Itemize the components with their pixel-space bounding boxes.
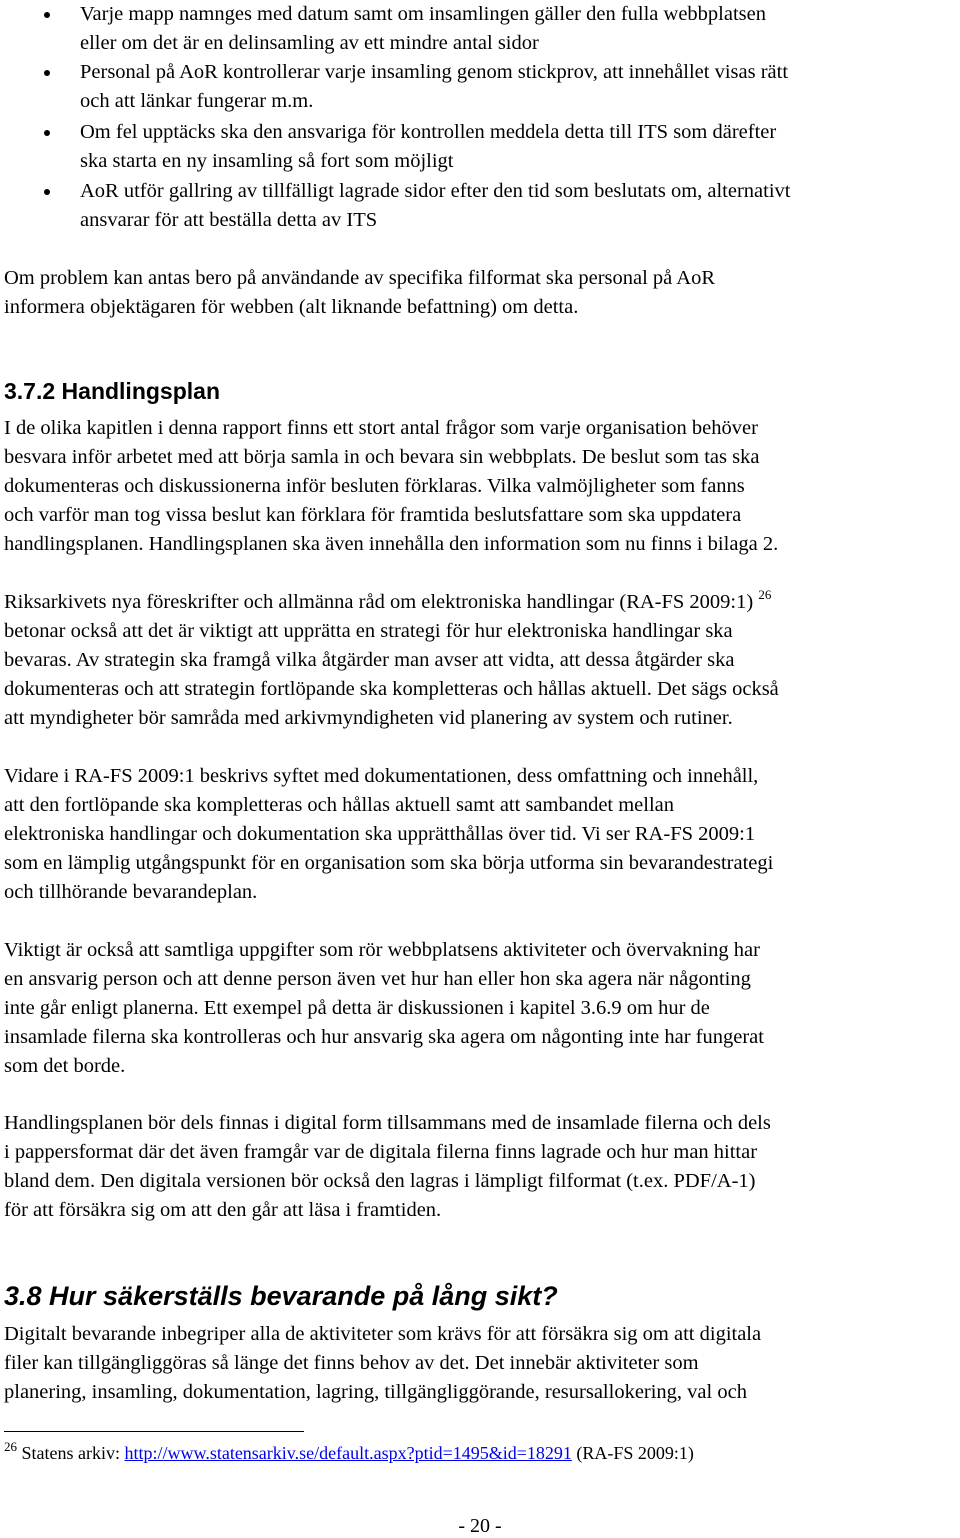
bullet-item <box>0 177 960 235</box>
bullet-item <box>0 118 960 176</box>
text-line: Handlingsplanen bör dels finnas i digital form tillsammans med de insamlade filerna och dels <box>4 1112 771 1134</box>
text-line: Om fel upptäcks ska den ansvariga för kontrollen meddela detta till ITS som därefter <box>80 121 777 143</box>
bullet-dot-icon <box>44 130 50 136</box>
text-line: informera objektägaren för webben (alt liknande befattning) om detta. <box>4 296 579 318</box>
text-line: I de olika kapitlen i denna rapport finns ett stort antal frågor som varje organisation behöver <box>4 417 758 439</box>
paragraph-problem <box>4 264 956 322</box>
text-line: Digitalt bevarande inbegriper alla de aktiviteter som krävs för att försäkra sig om att digitala <box>4 1323 762 1345</box>
text-line: Om problem kan antas bero på användande av specifika filformat ska personal på AoR <box>4 267 716 289</box>
footnote-prefix: Statens arkiv: <box>17 1443 125 1463</box>
section-heading-3-8: 3.8 Hur säkerställs bevarande på lång sikt? <box>4 1281 558 1311</box>
text-line: som det borde. <box>4 1055 126 1077</box>
text-line: dokumenteras och att strategin fortlöpande ska kompletteras och hållas aktuell. Det sägs också <box>4 678 779 700</box>
text-line <box>4 588 956 617</box>
section-heading-3-7-2: 3.7.2 Handlingsplan <box>4 378 220 404</box>
text-line: handlingsplanen. Handlingsplanen ska även innehålla den information som nu finns i bilaga 2. <box>4 533 779 555</box>
text-line: Varje mapp namnges med datum samt om insamlingen gäller den fulla webbplatsen <box>80 3 766 25</box>
text-line: Vidare i RA-FS 2009:1 beskrivs syftet med dokumentationen, dess omfattning och innehåll, <box>4 765 759 787</box>
text-line: dokumenteras och diskussionerna inför besluten förklaras. Vilka valmöjligheter som fanns <box>4 475 745 497</box>
paragraph-riksarkivet <box>4 588 956 733</box>
bullet-item <box>0 58 960 116</box>
text-line: Riksarkivets nya föreskrifter och allmänna råd om elektroniska handlingar (RA-FS 2009:1) <box>4 591 754 613</box>
text-line: en ansvarig person och att denne person även vet hur han eller hon ska agera när någonting <box>4 968 751 990</box>
bullet-dot-icon <box>44 12 50 18</box>
text-line: och varför man tog vissa beslut kan förklara för framtida beslutsfattare som ska uppdatera <box>4 504 742 526</box>
text-line: bland dem. Den digitala versionen bör också den lagras i lämpligt filformat (t.ex. PDF/A-1) <box>4 1170 756 1192</box>
footnote-reference[interactable]: 26 <box>758 587 772 603</box>
text-line: AoR utför gallring av tillfälligt lagrade sidor efter den tid som beslutats om, alternativt <box>80 180 791 202</box>
text-line: ska starta en ny insamling så fort som möjligt <box>80 150 454 172</box>
text-line: insamlade filerna ska kontrolleras och hur ansvarig ska agera om någonting inte har fungerat <box>4 1026 764 1048</box>
text-line: besvara inför arbetet med att börja samla in och bevara sin webbplats. De beslut som tas ska <box>4 446 760 468</box>
footnote-divider <box>4 1431 304 1432</box>
text-line: planering, insamling, dokumentation, lagring, tillgängliggörande, resursallokering, val och <box>4 1381 747 1403</box>
text-line: Viktigt är också att samtliga uppgifter som rör webbplatsens aktiviteter och övervakning har <box>4 939 760 961</box>
text-line: bevaras. Av strategin ska framgå vilka åtgärder man avser att vidta, att dessa åtgärder ska <box>4 649 735 671</box>
text-line: filer kan tillgängliggöras så länge det finns behov av det. Det innebär aktiviteter som <box>4 1352 699 1374</box>
paragraph-digital-form <box>4 1109 956 1225</box>
text-line: elektroniska handlingar och dokumentation ska upprätthållas över tid. Vi ser RA-FS 2009:1 <box>4 823 756 845</box>
text-line: att den fortlöpande ska kompletteras och hållas aktuell samt att sambandet mellan <box>4 794 675 816</box>
text-line: och att länkar fungerar m.m. <box>80 90 314 112</box>
text-line: Personal på AoR kontrollerar varje insamling genom stickprov, att innehållet visas rätt <box>80 61 789 83</box>
paragraph-vidare <box>4 762 956 907</box>
bullet-item <box>0 0 960 58</box>
footnote-number: 26 <box>4 1439 17 1454</box>
text-line: som en lämplig utgångspunkt för en organisation som ska börja utforma sin bevarandestrategi <box>4 852 774 874</box>
bullet-dot-icon <box>44 189 50 195</box>
footnote <box>4 1440 694 1466</box>
page-number: - 20 - <box>458 1515 502 1537</box>
paragraph-bevarande <box>4 1320 956 1407</box>
text-line: inte går enligt planerna. Ett exempel på detta är diskussionen i kapitel 3.6.9 om hur de <box>4 997 710 1019</box>
footnote-suffix: (RA-FS 2009:1) <box>571 1443 694 1463</box>
text-line: eller om det är en delinsamling av ett mindre antal sidor <box>80 32 539 54</box>
text-line: för att försäkra sig om att den går att läsa i framtiden. <box>4 1199 442 1221</box>
bullet-dot-icon <box>44 70 50 76</box>
footnote-link[interactable]: http://www.statensarkiv.se/default.aspx?ptid=1495&id=18291 <box>124 1443 572 1463</box>
text-line: och tillhörande bevarandeplan. <box>4 881 258 903</box>
paragraph-viktigt <box>4 936 956 1081</box>
text-line: att myndigheter bör samråda med arkivmyndigheten vid planering av system och rutiner. <box>4 707 733 729</box>
text-line: betonar också att det är viktigt att upprätta en strategi för hur elektroniska handlingar ska <box>4 620 733 642</box>
text-line: ansvarar för att beställa detta av ITS <box>80 209 378 231</box>
paragraph-handlingsplan <box>4 414 956 559</box>
text-line: i pappersformat där det även framgår var de digitala filerna finns lagrade och hur man hittar <box>4 1141 758 1163</box>
